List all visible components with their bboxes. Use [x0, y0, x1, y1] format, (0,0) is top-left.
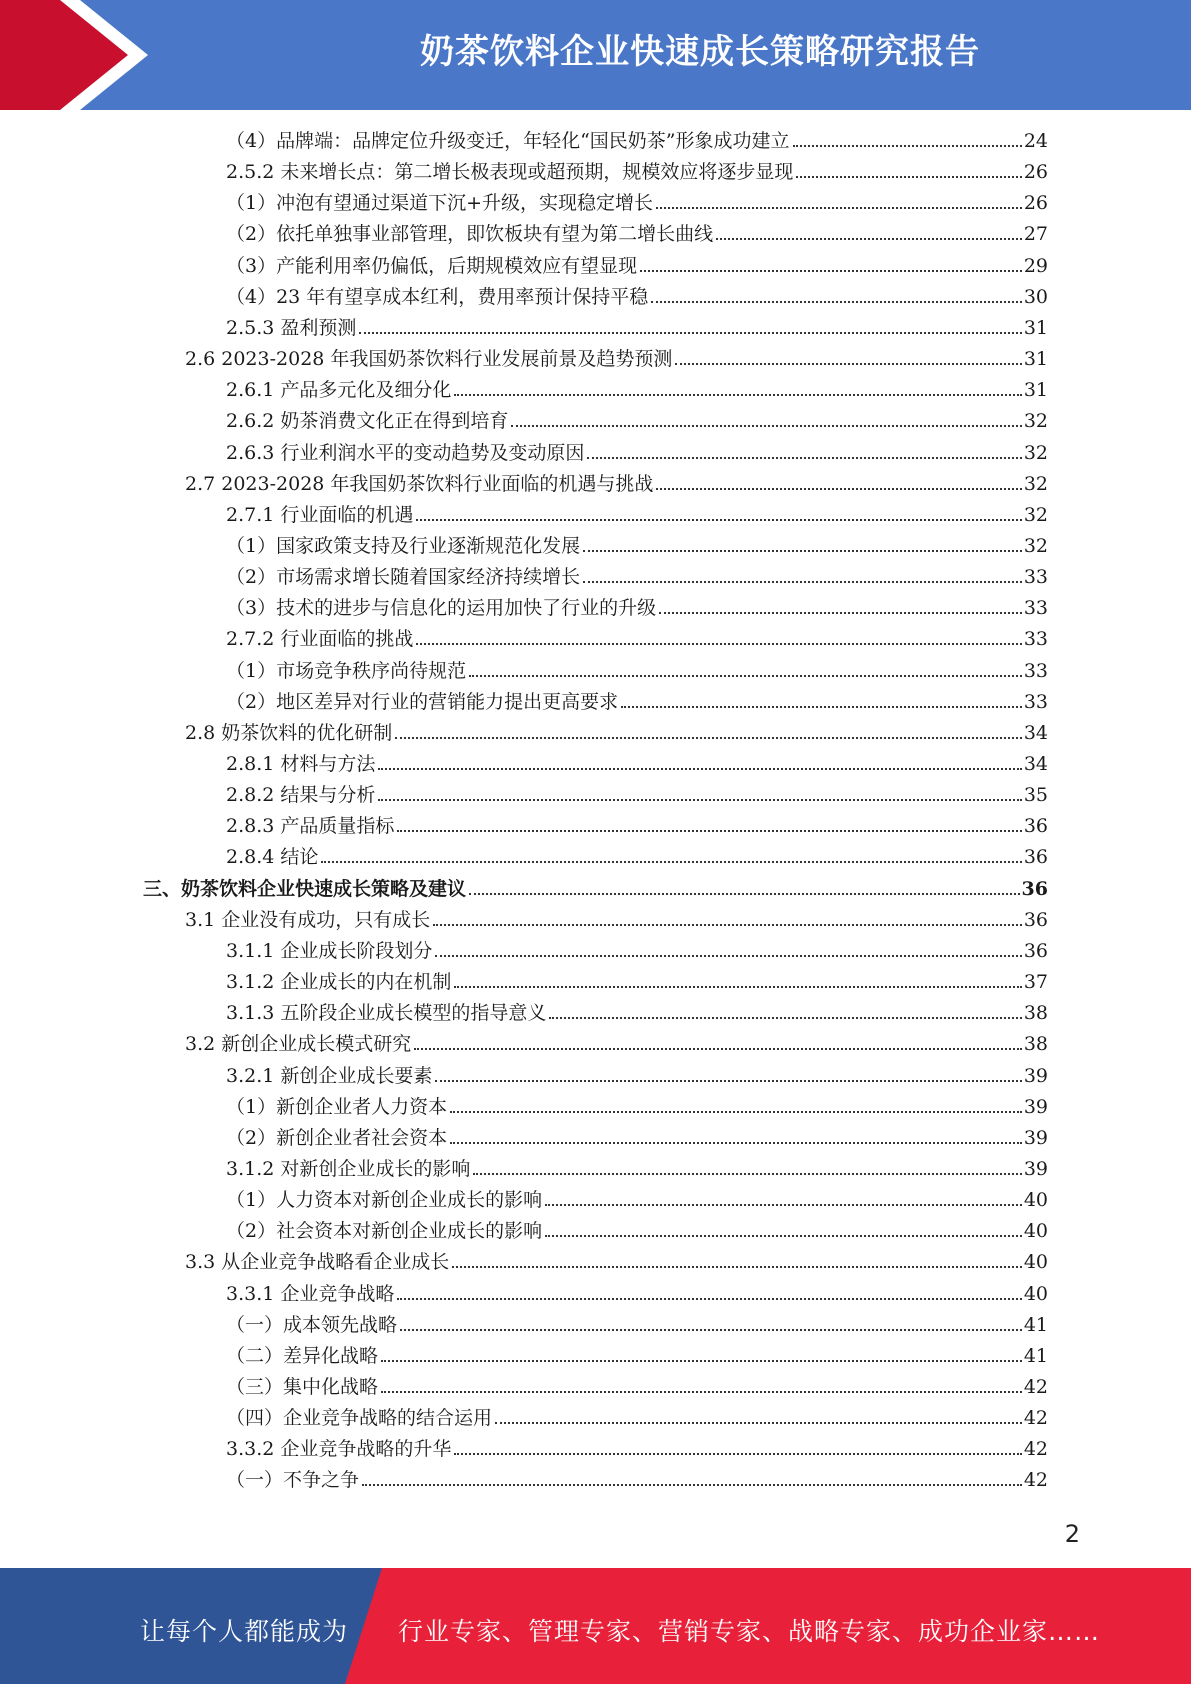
toc-dot-leader	[621, 706, 1022, 708]
toc-entry[interactable]	[226, 1465, 1048, 1496]
toc-dot-leader	[416, 643, 1021, 645]
toc-entry-page: 40	[1023, 1282, 1048, 1305]
toc-entry-label: （1）市场竞争秩序尚待规范	[226, 659, 467, 682]
toc-entry[interactable]	[226, 1154, 1048, 1185]
toc-entry-page: 26	[1023, 161, 1048, 184]
toc-entry-page: 36	[1023, 908, 1048, 931]
toc-entry[interactable]	[226, 406, 1048, 437]
toc-entry-label: （4）品牌端：品牌定位升级变迁，年轻化“国民奶茶”形象成功建立	[226, 130, 790, 152]
toc-entry[interactable]	[226, 1341, 1048, 1372]
toc-entry-page: 42	[1023, 1407, 1048, 1430]
toc-entry-label: 2.6.2 奶茶消费文化正在得到培育	[226, 410, 509, 433]
toc-dot-leader	[400, 1329, 1022, 1331]
toc-entry-page: 34	[1023, 721, 1048, 744]
toc-entry-page: 36	[1021, 877, 1048, 900]
toc-entry[interactable]	[226, 780, 1048, 811]
toc-entry[interactable]	[226, 842, 1048, 873]
toc-entry[interactable]	[185, 1247, 1048, 1278]
toc-entry-page: 30	[1023, 285, 1048, 308]
toc-entry[interactable]	[226, 531, 1048, 562]
toc-entry-page: 32	[1023, 410, 1048, 433]
toc-entry-page: 32	[1023, 534, 1048, 557]
toc-entry[interactable]	[226, 1434, 1048, 1465]
toc-entry[interactable]	[185, 905, 1048, 936]
toc-entry-page: 36	[1023, 939, 1048, 962]
toc-dot-leader	[793, 145, 1022, 147]
toc-entry[interactable]	[185, 1029, 1048, 1060]
toc-dot-leader	[473, 1173, 1021, 1175]
toc-entry-page: 32	[1023, 472, 1048, 495]
toc-entry-label: 2.8.2 结果与分析	[226, 784, 376, 807]
toc-entry[interactable]	[226, 967, 1048, 998]
toc-entry-label: 3.1.2 对新创企业成长的影响	[226, 1157, 471, 1180]
toc-dot-leader	[796, 176, 1021, 178]
toc-entry-page: 39	[1023, 1157, 1048, 1180]
toc-entry[interactable]	[226, 656, 1048, 687]
toc-entry-page: 33	[1023, 597, 1048, 620]
toc-dot-leader	[362, 1484, 1022, 1486]
toc-entry[interactable]	[226, 624, 1048, 655]
toc-entry-page: 29	[1023, 254, 1048, 277]
toc-entry[interactable]	[185, 469, 1048, 500]
toc-entry[interactable]	[226, 1372, 1048, 1403]
toc-entry-label: 3.1.3 五阶段企业成长模型的指导意义	[226, 1002, 547, 1025]
toc-dot-leader	[454, 394, 1021, 396]
toc-entry[interactable]	[226, 1403, 1048, 1434]
toc-entry[interactable]	[226, 1216, 1048, 1247]
toc-dot-leader	[651, 301, 1022, 303]
toc-entry-page: 39	[1023, 1126, 1048, 1149]
toc-dot-leader	[450, 1111, 1022, 1113]
toc-entry-label: （四）企业竞争战略的结合运用	[226, 1407, 493, 1430]
toc-entry-page: 32	[1023, 441, 1048, 464]
toc-dot-leader	[414, 1048, 1022, 1050]
toc-dot-leader	[583, 581, 1022, 583]
toc-entry-page: 24	[1023, 130, 1048, 152]
toc-entry-page: 33	[1023, 628, 1048, 651]
toc-entry-page: 32	[1023, 503, 1048, 526]
toc-dot-leader	[469, 675, 1022, 677]
toc-entry[interactable]	[185, 718, 1048, 749]
toc-entry-label: （一）成本领先战略	[226, 1313, 398, 1336]
toc-entry-label: （2）地区差异对行业的营销能力提出更高要求	[226, 690, 619, 713]
toc-entry[interactable]	[226, 936, 1048, 967]
toc-entry[interactable]	[226, 687, 1048, 718]
toc-entry-page: 38	[1023, 1033, 1048, 1056]
toc-dot-leader	[395, 737, 1022, 739]
toc-entry-label: 三、奶茶饮料企业快速成长策略及建议	[143, 877, 467, 900]
toc-entry-page: 39	[1023, 1064, 1048, 1087]
toc-dot-leader	[583, 550, 1022, 552]
toc-entry[interactable]	[226, 375, 1048, 406]
toc-entry-label: 2.7 2023-2028 年我国奶茶饮料行业面临的机遇与挑战	[185, 472, 654, 495]
toc-entry[interactable]	[226, 593, 1048, 624]
page-number: 2	[1064, 1520, 1080, 1548]
toc-entry-label: 3.1.1 企业成长阶段划分	[226, 939, 433, 962]
toc-dot-leader	[675, 363, 1021, 365]
toc-entry[interactable]	[226, 1310, 1048, 1341]
toc-entry-page: 31	[1023, 348, 1048, 371]
toc-entry-page: 27	[1023, 223, 1048, 246]
toc-dot-leader	[378, 768, 1021, 770]
toc-entry-label: 2.5.2 未来增长点：第二增长极表现或超预期，规模效应将逐步显现	[226, 161, 794, 184]
toc-dot-leader	[640, 270, 1022, 272]
toc-dot-leader	[378, 799, 1021, 801]
toc-entry-page: 34	[1023, 753, 1048, 775]
toc-entry-page: 33	[1023, 659, 1048, 682]
toc-entry-page: 26	[1023, 192, 1048, 215]
toc-dot-leader	[450, 1142, 1022, 1144]
toc-entry-label: （二）差异化战略	[226, 1344, 379, 1367]
toc-entry-label: （4）23 年有望享成本红利，费用率预计保持平稳	[226, 285, 649, 308]
toc-entry-label: 2.7.2 行业面临的挑战	[226, 628, 414, 651]
toc-entry-label: 3.1.2 企业成长的内在机制	[226, 971, 452, 994]
toc-dot-leader	[549, 1017, 1021, 1019]
toc-entry-label: 3.3.1 企业竞争战略	[226, 1282, 395, 1305]
toc-entry-label: （2）社会资本对新创企业成长的影响	[226, 1220, 543, 1243]
toc-entry-page: 31	[1023, 316, 1048, 339]
toc-dot-leader	[495, 1422, 1022, 1424]
toc-entry-label: （3）产能利用率仍偏低，后期规模效应有望显现	[226, 254, 638, 277]
toc-entry-page: 42	[1023, 1376, 1048, 1398]
toc-dot-leader	[416, 519, 1021, 521]
toc-entry-label: 2.8 奶茶饮料的优化研制	[185, 721, 393, 744]
toc-entry-page: 33	[1023, 566, 1048, 589]
toc-entry-label: （2）依托单独事业部管理，即饮板块有望为第二增长曲线	[226, 223, 714, 246]
toc-entry-label: 3.2.1 新创企业成长要素	[226, 1064, 433, 1087]
toc-entry-label: （1）冲泡有望通过渠道下沉+升级，实现稳定增长	[226, 192, 654, 215]
toc-entry-label: （2）新创企业者社会资本	[226, 1126, 448, 1149]
toc-entry-label: 2.7.1 行业面临的机遇	[226, 503, 414, 526]
toc-entry-page: 41	[1023, 1344, 1048, 1367]
toc-entry[interactable]	[226, 126, 1048, 157]
toc-dot-leader	[511, 425, 1021, 427]
toc-entry[interactable]	[226, 438, 1048, 469]
toc-entry-label: （3）技术的进步与信息化的运用加快了行业的升级	[226, 597, 657, 620]
toc-dot-leader	[545, 1235, 1022, 1237]
toc-entry-page: 41	[1023, 1313, 1048, 1336]
toc-dot-leader	[397, 1298, 1021, 1300]
toc-entry-label: （三）集中化战略	[226, 1376, 379, 1398]
toc-dot-leader	[454, 1453, 1021, 1455]
toc-entry-label: 3.2 新创企业成长模式研究	[185, 1033, 412, 1056]
toc-dot-leader	[659, 612, 1022, 614]
toc-entry[interactable]	[226, 1123, 1048, 1154]
toc-entry[interactable]	[226, 157, 1048, 188]
toc-entry-page: 33	[1023, 690, 1048, 713]
toc-entry[interactable]	[226, 219, 1048, 250]
toc-dot-leader	[435, 955, 1021, 957]
toc-entry[interactable]	[226, 1092, 1048, 1123]
toc-entry[interactable]	[226, 811, 1048, 842]
toc-entry[interactable]	[226, 749, 1048, 780]
toc-dot-leader	[452, 1266, 1022, 1268]
toc-entry-page: 40	[1023, 1220, 1048, 1243]
toc-dot-leader	[381, 1360, 1022, 1362]
toc-entry-page: 38	[1023, 1002, 1048, 1025]
toc-entry[interactable]	[226, 1061, 1048, 1092]
toc-entry[interactable]	[226, 1279, 1048, 1310]
toc-entry[interactable]	[226, 313, 1048, 344]
toc-dot-leader	[716, 238, 1022, 240]
toc-entry[interactable]	[226, 282, 1048, 313]
toc-entry-label: 3.1 企业没有成功，只有成长	[185, 908, 431, 931]
toc-entry[interactable]	[226, 188, 1048, 219]
toc-entry-page: 31	[1023, 379, 1048, 402]
toc-dot-leader	[381, 1391, 1022, 1393]
toc-dot-leader	[545, 1204, 1022, 1206]
toc-entry-label: 2.8.3 产品质量指标	[226, 815, 395, 838]
toc-entry-label: 2.8.4 结论	[226, 846, 319, 869]
toc-entry-label: 3.3 从企业竞争战略看企业成长	[185, 1251, 450, 1274]
toc-entry[interactable]	[226, 998, 1048, 1029]
toc-entry-page: 40	[1023, 1189, 1048, 1212]
toc-entry[interactable]	[185, 344, 1048, 375]
toc-entry[interactable]	[226, 1185, 1048, 1216]
toc-entry-page: 36	[1023, 815, 1048, 838]
toc-entry-page: 42	[1023, 1469, 1048, 1492]
toc-entry-label: （1）人力资本对新创企业成长的影响	[226, 1189, 543, 1212]
toc-entry[interactable]	[226, 251, 1048, 282]
toc-entry-page: 37	[1023, 971, 1048, 994]
toc-entry[interactable]	[226, 500, 1048, 531]
toc-dot-leader	[321, 861, 1021, 863]
toc-entry-label: 2.6.3 行业利润水平的变动趋势及变动原因	[226, 441, 585, 464]
toc-entry[interactable]	[143, 874, 1048, 905]
toc-dot-leader	[587, 457, 1021, 459]
header-title: 奶茶饮料企业快速成长策略研究报告	[420, 32, 980, 72]
toc-entry-label: （1）新创企业者人力资本	[226, 1095, 448, 1118]
toc-dot-leader	[433, 924, 1022, 926]
toc-entry-label: 2.8.1 材料与方法	[226, 753, 376, 775]
toc-entry-page: 35	[1023, 784, 1048, 807]
toc-dot-leader	[397, 830, 1021, 832]
toc-entry-label: 2.6.1 产品多元化及细分化	[226, 379, 452, 402]
toc-dot-leader	[469, 893, 1020, 895]
toc-entry-page: 39	[1023, 1095, 1048, 1118]
toc-dot-leader	[435, 1080, 1021, 1082]
toc-entry-label: 3.3.2 企业竞争战略的升华	[226, 1438, 452, 1461]
footer-slogan-right: 行业专家、管理专家、营销专家、战略专家、成功企业家……	[398, 1617, 1101, 1646]
toc-entry-label: （2）市场需求增长随着国家经济持续增长	[226, 566, 581, 589]
toc-dot-leader	[656, 207, 1022, 209]
toc-entry-label: （一）不争之争	[226, 1469, 360, 1492]
toc-dot-leader	[656, 488, 1021, 490]
toc-entry-page: 40	[1023, 1251, 1048, 1274]
toc-dot-leader	[454, 986, 1021, 988]
toc-dot-leader	[359, 332, 1021, 334]
toc-entry-label: 2.6 2023-2028 年我国奶茶饮料行业发展前景及趋势预测	[185, 348, 673, 371]
toc-entry-page: 42	[1023, 1438, 1048, 1461]
toc-entry-label: 2.5.3 盈利预测	[226, 316, 357, 339]
toc-entry-label: （1）国家政策支持及行业逐渐规范化发展	[226, 534, 581, 557]
footer-slogan-left: 让每个人都能成为	[140, 1617, 349, 1646]
toc-entry-page: 36	[1023, 846, 1048, 869]
toc-entry[interactable]	[226, 562, 1048, 593]
